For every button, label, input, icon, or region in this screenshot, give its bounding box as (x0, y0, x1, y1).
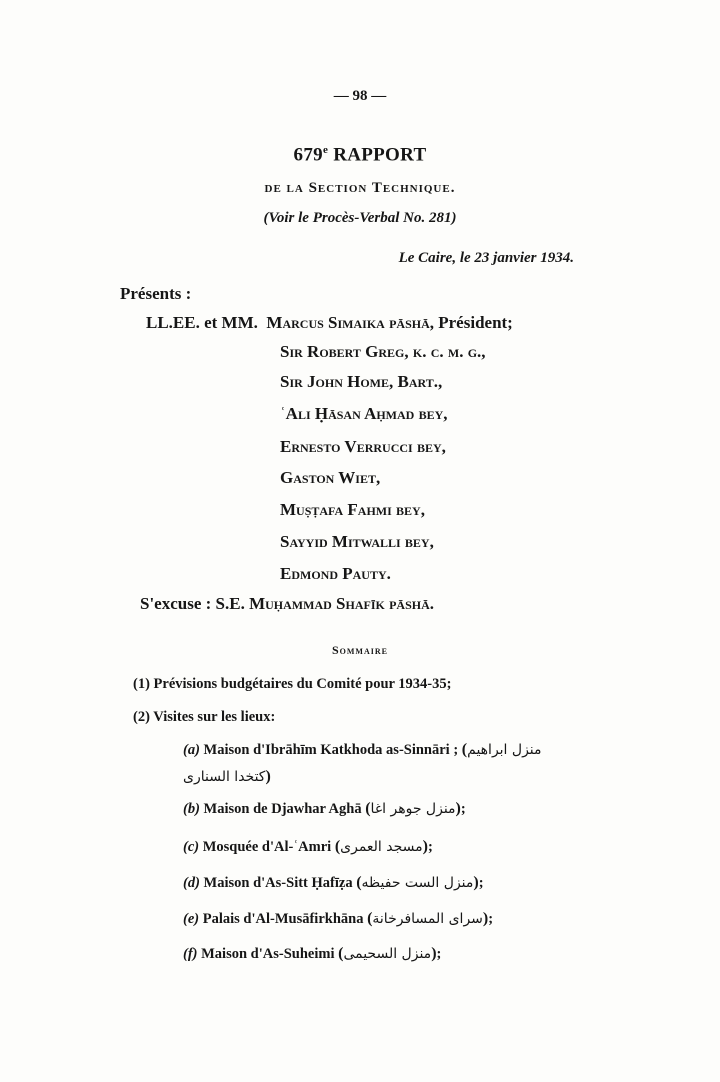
member-row (146, 313, 513, 333)
item-tail: ; (488, 911, 494, 927)
item-text: Maison de Djawhar Aghā (203, 801, 362, 817)
arabic-text: منزل جوهر اغا (370, 801, 456, 817)
item-tail: ; (478, 875, 484, 891)
item-tail: ; (427, 839, 433, 855)
visit-item-d: (d) Maison d'As-Sitt Ḥafīẓa (منزل الست حفيظه); (183, 874, 484, 891)
arabic-text: منزل الست حفيظه (361, 875, 474, 891)
member-row: Gaston Wiet, (280, 468, 381, 487)
report-date: Le Caire, le 23 janvier 1934. (398, 250, 574, 266)
visit-item-c: (c) Mosquée d'Al-ʿAmri (مسجد العمرى); (183, 838, 433, 855)
member-row: Edmond Pauty. (280, 564, 391, 583)
visit-item-a-cont: كتخدا السنارى) (183, 768, 271, 785)
member-row: Ernesto Verrucci bey, (280, 437, 446, 456)
member-row: Muṣṭafa Fahmi bey, (280, 500, 425, 519)
item-text: Mosquée d'Al-ʿAmri (202, 839, 332, 855)
member-row: Sayyid Mitwalli bey, (280, 532, 434, 551)
summary-item-1: (1) Prévisions budgétaires du Comité pour 1934-35; (133, 676, 452, 692)
arabic-text: منزل ابراهيم (467, 742, 542, 758)
excuse-label: S'excuse : S.E. (140, 594, 245, 613)
report-ordinal: e (322, 144, 329, 156)
members-lead: LL.EE. et MM. (146, 313, 258, 332)
visit-item-e: (e) Palais d'Al-Musāfirkhāna (سراى المسافرخانة); (183, 910, 494, 927)
report-title (0, 144, 720, 166)
item-letter: (b) (183, 801, 200, 817)
item-text: Palais d'Al-Musāfirkhāna (202, 911, 364, 927)
visit-item-b: (b) Maison de Djawhar Aghā (منزل جوهر اغا); (183, 800, 466, 817)
item-text: Maison d'Ibrāhīm Katkhoda as-Sinnāri ; (203, 742, 459, 758)
item-letter: (d) (183, 875, 200, 891)
arabic-text: كتخدا السنارى (183, 769, 266, 785)
visit-item-f: (f) Maison d'As-Suheimi (منزل السحيمى); (183, 945, 442, 962)
presents-label: Présents : (120, 284, 192, 303)
item-tail: ; (460, 801, 466, 817)
report-subtitle: de la Section Technique. (264, 180, 456, 196)
member-role: , Président; (429, 313, 513, 332)
item-text: Maison d'As-Suheimi (201, 946, 335, 962)
member-row: Sir John Home, Bart., (280, 372, 443, 391)
item-tail: ; (436, 946, 442, 962)
page-number: — 98 — (333, 88, 387, 104)
excuse-line (140, 594, 434, 614)
report-number: 679 (293, 144, 323, 166)
arabic-text: سراى المسافرخانة (372, 911, 483, 927)
summary-item-2: (2) Visites sur les lieux: (133, 709, 276, 725)
item-letter: (f) (183, 946, 198, 962)
visit-item-a: (a) Maison d'Ibrāhīm Katkhoda as-Sinnāri ; (منزل ابراهيم (183, 741, 542, 758)
report-title-text: RAPPORT (328, 144, 427, 166)
arabic-text: مسجد العمرى (340, 839, 423, 855)
member-row: Sir Robert Greg, k. c. m. g., (280, 342, 486, 361)
member-row: ʿAli Ḥāsan Aḥmad bey, (280, 404, 448, 423)
arabic-text: منزل السحيمى (343, 946, 432, 962)
item-letter: (a) (183, 742, 200, 758)
item-letter: (c) (183, 839, 200, 855)
member-name: Marcus Simaika pāshā (266, 313, 430, 332)
sommaire-heading: Sommaire (331, 643, 388, 657)
excuse-name: Muḥammad Shafīk pāshā. (249, 594, 434, 613)
item-text: Maison d'As-Sitt Ḥafīẓa (203, 875, 353, 891)
report-reference: (Voir le Procès-Verbal No. 281) (263, 210, 457, 226)
item-letter: (e) (183, 911, 200, 927)
